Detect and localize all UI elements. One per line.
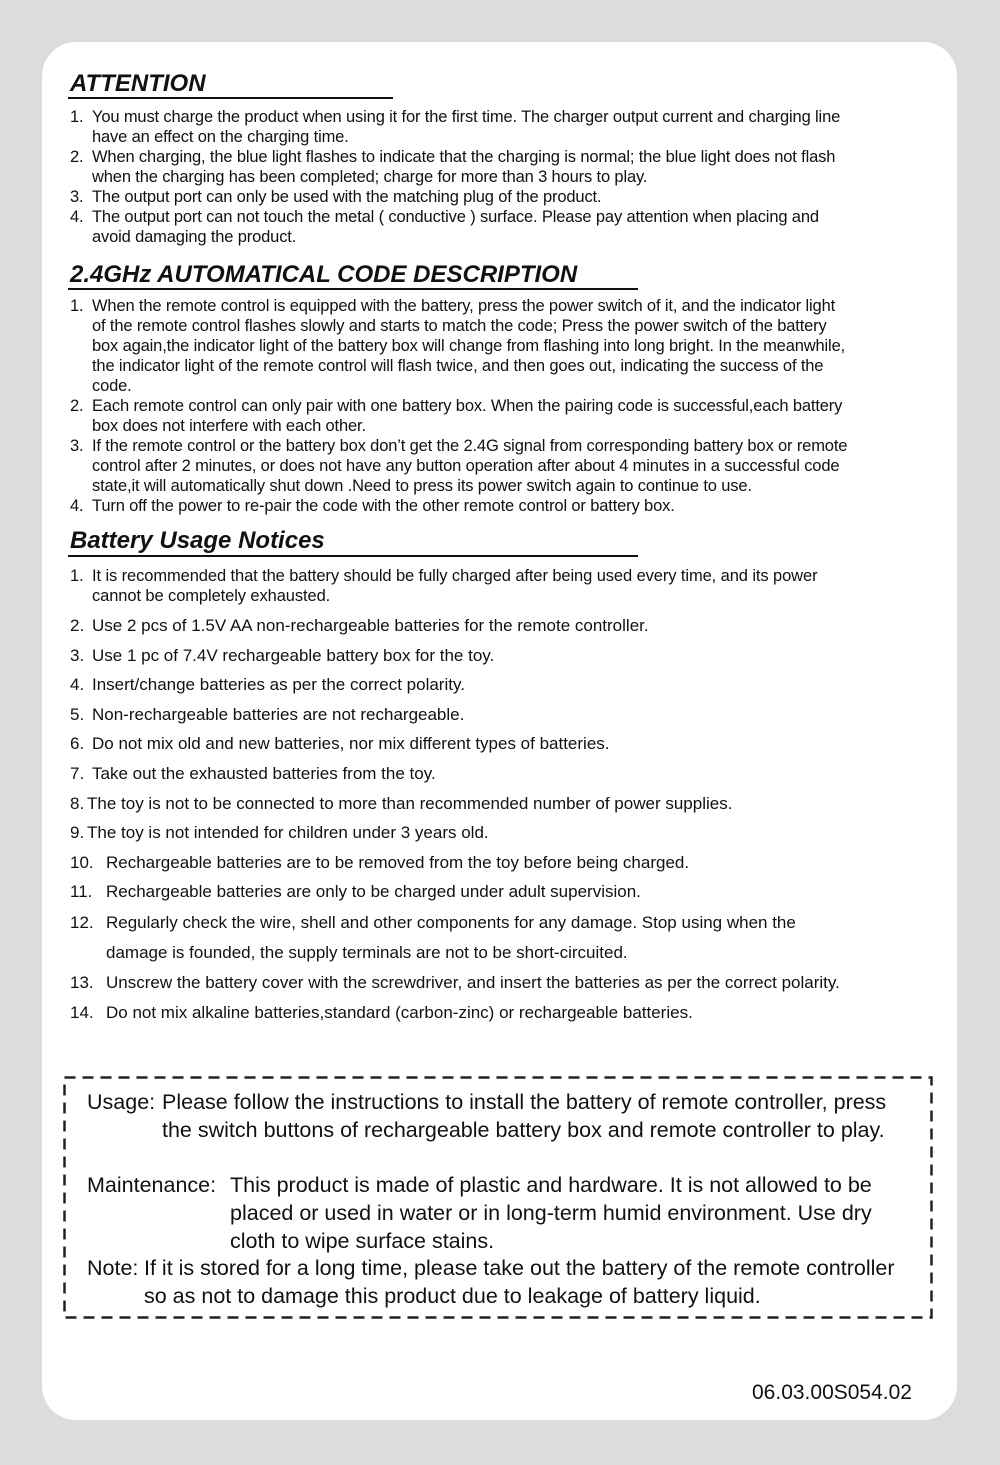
battery-notice-item: 14. Do not mix alkaline batteries,standard (carbon-zinc) or rechargeable batteries.	[70, 1002, 693, 1022]
code-description-title-underline	[68, 288, 638, 290]
attention-item: 2. When charging, the blue light flashes to indicate that the charging is normal; the blue light does not flash when the charging has been completed; charge for more than 3 hours to play.	[70, 148, 836, 186]
code-description-item: 2. Each remote control can only pair with one battery box. When the pairing code is successful,each battery box does not interfere with each other.	[70, 397, 843, 435]
battery-notice-item: 7. Take out the exhausted batteries from the toy.	[70, 763, 436, 783]
battery-notice-item-text: Rechargeable batteries are only to be charged under adult supervision.	[106, 882, 641, 902]
battery-notice-item: 13. Unscrew the battery cover with the screwdriver, and insert the batteries as per the correct polarity.	[70, 972, 840, 992]
battery-notice-item: 6. Do not mix old and new batteries, nor mix different types of batteries.	[70, 734, 610, 754]
attention-item-text: The output port can not touch the metal ( conductive ) surface. Please pay attention when placing and avoid damaging the product.	[92, 208, 819, 246]
battery-notice-item-text: Regularly check the wire, shell and other components for any damage. Stop using when the damage is founded, the supply terminals are not to be short-circuited.	[106, 912, 796, 962]
battery-notice-item: 5. Non-rechargeable batteries are not rechargeable.	[70, 704, 465, 724]
battery-notice-item-text: Use 2 pcs of 1.5V AA non-rechargeable batteries for the remote controller.	[92, 616, 649, 635]
battery-notice-item: 2. Use 2 pcs of 1.5V AA non-rechargeable batteries for the remote controller.	[70, 616, 649, 635]
battery-notice-item: 11. Rechargeable batteries are only to be charged under adult supervision.	[70, 882, 641, 902]
code-description-item-text: Turn off the power to re-pair the code with the other remote control or battery box.	[92, 497, 675, 515]
attention-item-text: When charging, the blue light flashes to indicate that the charging is normal; the blue light does not flash when the charging has been completed; charge for more than 3 hours to play.	[92, 148, 836, 186]
attention-item: 4. The output port can not touch the metal ( conductive ) surface. Please pay attention when placing and avoid damaging the product.	[70, 208, 819, 246]
document-code: 06.03.00S054.02	[752, 1381, 912, 1404]
battery-notice-item-text: Insert/change batteries as per the correct polarity.	[92, 675, 465, 695]
note-text: If it is stored for a long time, please take out the battery of the remote controller so as not to damage this product due to leakage of battery liquid.	[144, 1256, 895, 1308]
battery-notice-item: 12. Regularly check the wire, shell and other components for any damage. Stop using when the damage is founded, the supply terminals are not to be short-circuited.	[70, 912, 796, 962]
usage-label: Usage:	[87, 1090, 156, 1114]
battery-notice-item-text: The toy is not to be connected to more than recommended number of power supplies.	[87, 793, 733, 813]
battery-notice-item-text: Unscrew the battery cover with the screwdriver, and insert the batteries as per the correct polarity.	[106, 972, 840, 992]
battery-notice-item: 10. Rechargeable batteries are to be removed from the toy before being charged.	[70, 852, 690, 872]
attention-item: 1. You must charge the product when using it for the first time. The charger output current and charging line have an effect on the charging time.	[70, 108, 841, 146]
battery-notice-item: 1. It is recommended that the battery should be fully charged after being used every time, and its power cannot be completely exhausted.	[70, 567, 818, 605]
battery-notices-list	[0, 566, 850, 1028]
note-label: Note:	[87, 1256, 139, 1280]
battery-notices-title: Battery Usage Notices	[70, 527, 325, 554]
battery-notice-item-text: It is recommended that the battery should be fully charged after being used every time, and its power cannot be completely exhausted.	[92, 567, 818, 605]
battery-notice-item-text: Use 1 pc of 7.4V rechargeable battery box for the toy.	[92, 645, 495, 665]
battery-notice-item-text: Do not mix old and new batteries, nor mix different types of batteries.	[92, 734, 610, 754]
attention-item: 3. The output port can only be used with the matching plug of the product.	[70, 188, 602, 206]
attention-title-underline	[68, 97, 393, 99]
code-description-item: 4. Turn off the power to re-pair the code with the other remote control or battery box.	[70, 497, 675, 515]
code-description-list	[0, 296, 850, 516]
battery-notice-item-text: Non-rechargeable batteries are not rechargeable.	[92, 704, 465, 724]
battery-notice-item-text: Take out the exhausted batteries from the toy.	[92, 763, 436, 783]
battery-notice-item: 3. Use 1 pc of 7.4V rechargeable battery box for the toy.	[70, 645, 495, 665]
code-description-item: 3. If the remote control or the battery box don’t get the 2.4G signal from corresponding battery box or remote control after 2 minutes, or does not have any button operation after about 4 minutes in a successful code state,it will automatically shut down .Need to press its power switch again to continue to use.	[70, 437, 848, 495]
attention-title: ATTENTION	[70, 70, 206, 97]
attention-item-text: The output port can only be used with the matching plug of the product.	[92, 188, 602, 206]
battery-notice-item-text: Rechargeable batteries are to be removed from the toy before being charged.	[106, 852, 690, 872]
usage-text: Please follow the instructions to install the battery of remote controller, press the switch buttons of rechargeable battery box and remote controller to play.	[162, 1090, 887, 1142]
battery-notice-item-text: Do not mix alkaline batteries,standard (carbon-zinc) or rechargeable batteries.	[106, 1002, 693, 1022]
battery-notice-item: 8. The toy is not to be connected to more than recommended number of power supplies.	[70, 793, 733, 813]
battery-notices-title-underline	[68, 555, 638, 557]
code-description-item: 1. When the remote control is equipped with the battery, press the power switch of it, and the indicator light of the remote control flashes slowly and starts to match the code; Press the power switch of the battery box again,the indicator light of the battery box will change from flashing into long bright. In the meanwhile, the indicator light of the remote control will flash twice, and then goes out, indicating the success of the code.	[70, 297, 846, 395]
code-description-item-text: When the remote control is equipped with the battery, press the power switch of it, and the indicator light of the remote control flashes slowly and starts to match the code; Press the power switch of the battery box again,the indicator light of the battery box will change from flashing into long bright. In the meanwhile, the indicator light of the remote control will flash twice, and then goes out, indicating the success of the code.	[92, 297, 846, 395]
attention-list	[0, 107, 850, 247]
code-description-title: 2.4GHz AUTOMATICAL CODE DESCRIPTION	[70, 261, 578, 288]
battery-notice-item: 4. Insert/change batteries as per the correct polarity.	[70, 675, 465, 695]
maintenance-text: This product is made of plastic and hardware. It is not allowed to be placed or used in water or in long-term humid environment. Use dry cloth to wipe surface stains.	[230, 1173, 872, 1253]
code-description-item-text: Each remote control can only pair with one battery box. When the pairing code is successful,each battery box does not interfere with each other.	[92, 397, 843, 435]
code-description-item-text: If the remote control or the battery box don’t get the 2.4G signal from corresponding battery box or remote control after 2 minutes, or does not have any button operation after about 4 minutes in a successful code state,it will automatically shut down .Need to press its power switch again to continue to use.	[92, 437, 848, 495]
attention-item-text: You must charge the product when using it for the first time. The charger output current and charging line have an effect on the charging time.	[92, 108, 841, 146]
battery-notice-item: 9. The toy is not intended for children under 3 years old.	[70, 823, 489, 843]
maintenance-label: Maintenance:	[87, 1173, 217, 1197]
battery-notice-item-text: The toy is not intended for children under 3 years old.	[87, 823, 489, 843]
